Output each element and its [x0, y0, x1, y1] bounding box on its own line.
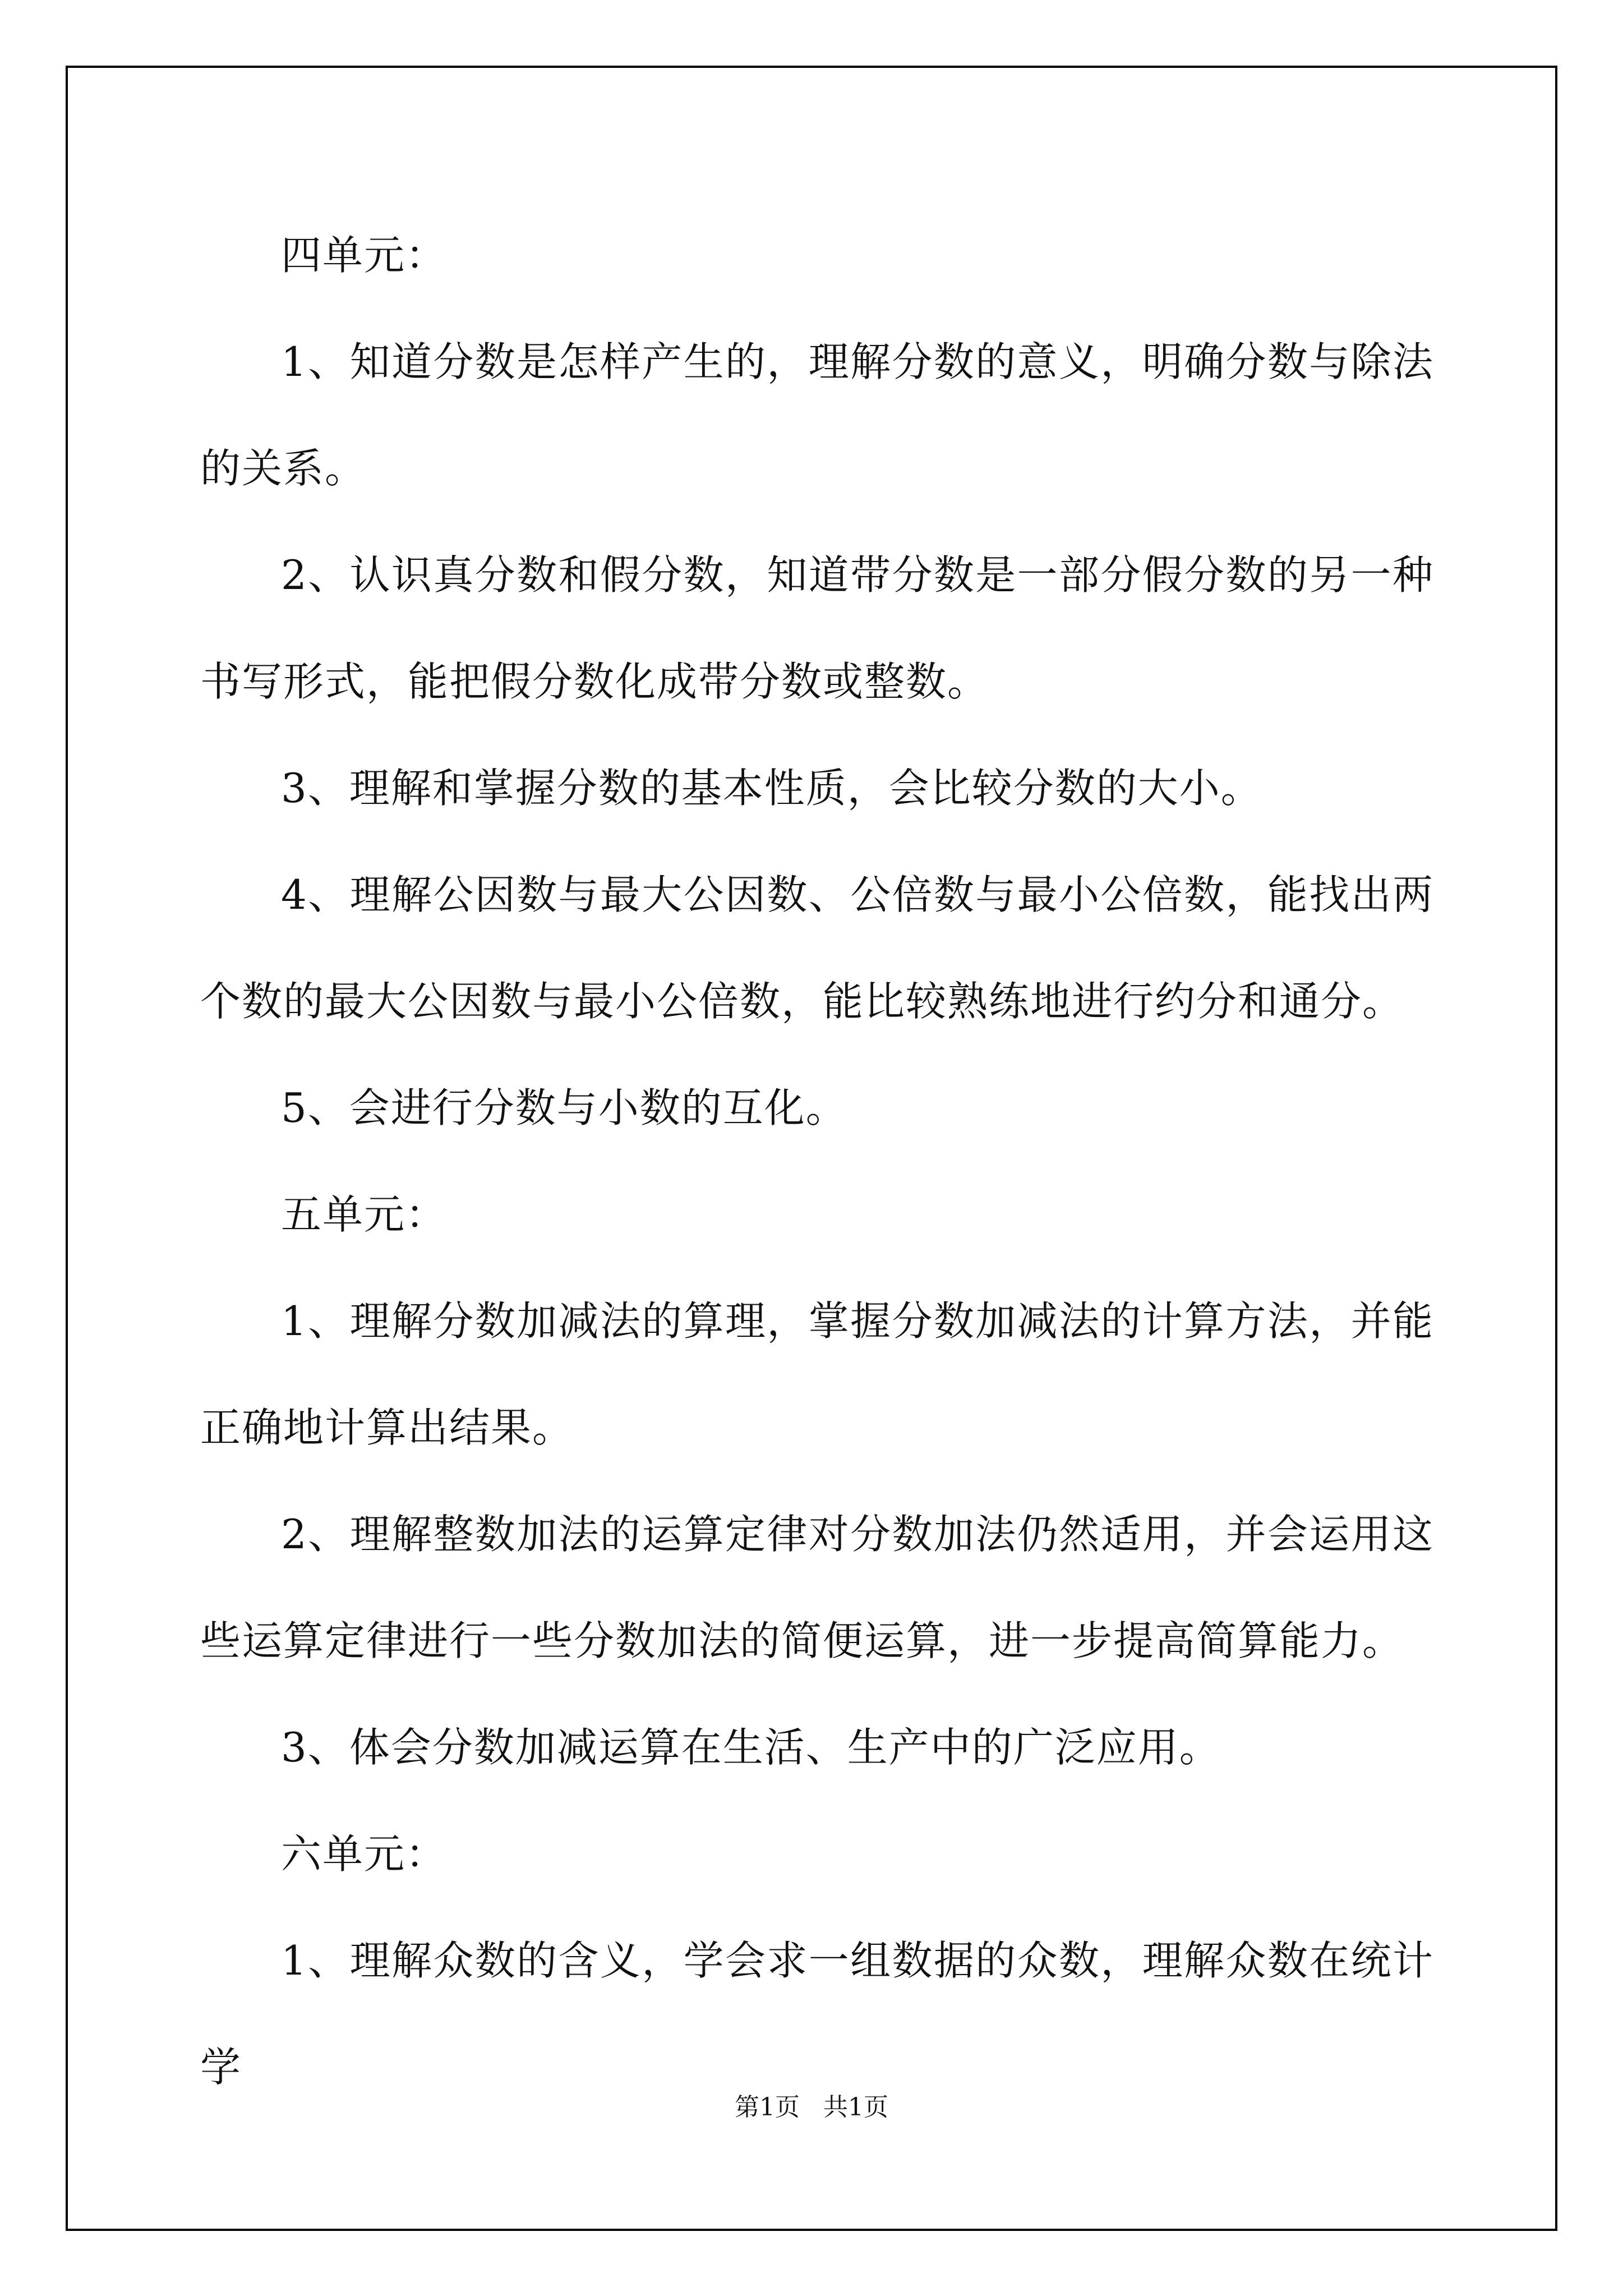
section-heading-5: 五单元： — [281, 1191, 448, 1238]
paragraph: 1、理解分数加减法的算理，掌握分数加减法的计算方法，并能正确地计算出结果。 — [200, 1297, 1434, 1451]
document-body — [200, 202, 1434, 2120]
paragraph: 1、理解众数的含义，学会求一组数据的众数，理解众数在统计学 — [200, 1937, 1434, 2091]
paragraph: 2、认识真分数和假分数，知道带分数是一部分假分数的另一种书写形式，能把假分数化成带分数或整数。 — [200, 551, 1434, 705]
section-heading-6: 六单元： — [281, 1830, 448, 1878]
paragraph: 3、理解和掌握分数的基本性质，会比较分数的大小。 — [281, 765, 1262, 812]
section-heading-4: 四单元： — [281, 232, 448, 279]
paragraph: 2、理解整数加法的运算定律对分数加法仍然适用，并会运用这些运算定律进行一些分数加法的简便运算，进一步提高简算能力。 — [200, 1511, 1434, 1664]
paragraph: 4、理解公因数与最大公因数、公倍数与最小公倍数，能找出两个数的最大公因数与最小公倍数，能比较熟练地进行约分和通分。 — [200, 871, 1434, 1025]
paragraph: 1、知道分数是怎样产生的，理解分数的意义，明确分数与除法的关系。 — [200, 338, 1434, 492]
paragraph: 3、体会分数加减运算在生活、生产中的广泛应用。 — [281, 1724, 1221, 1771]
page-footer: 第1页 共1页 — [735, 2093, 888, 2122]
paragraph: 5、会进行分数与小数的互化。 — [281, 1084, 847, 1131]
